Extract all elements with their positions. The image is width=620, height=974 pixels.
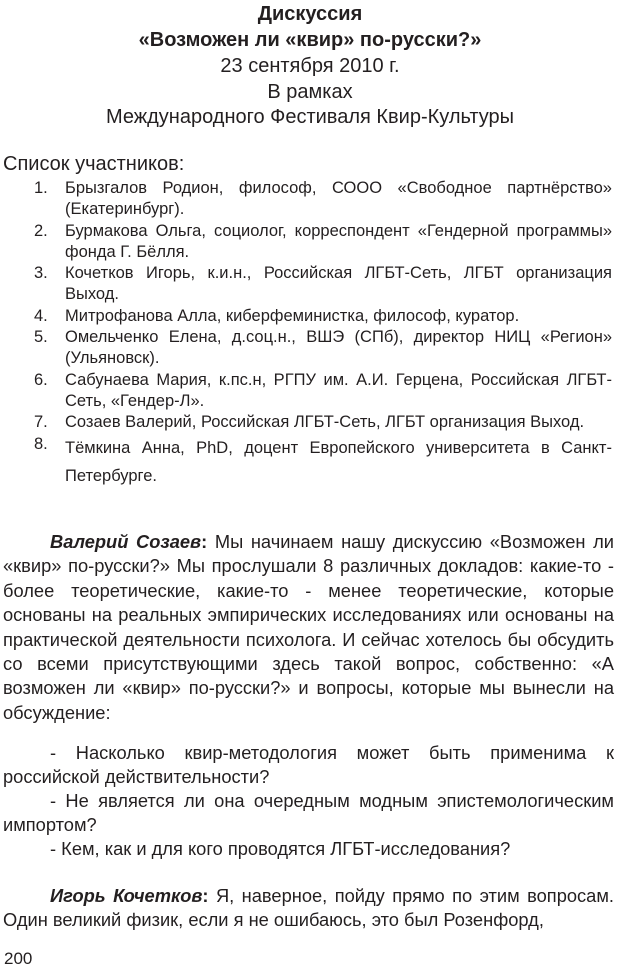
participant-text: Бурмакова Ольга, социолог, корреспондент «Гендерной программы» фонда Г. Бёлля. — [65, 221, 612, 261]
participant-number: 8. — [34, 434, 48, 453]
header-festival: Международного Фестиваля Квир-Культуры — [105, 106, 515, 128]
participants-heading: Список участников: — [3, 153, 185, 175]
participant-text: Тёмкина Анна, PhD, доцент Европейского университета в Санкт-Петербурге. — [65, 438, 612, 485]
participant-number: 7. — [34, 413, 48, 432]
page-number: 200 — [4, 949, 33, 968]
header-date: 23 сентября 2010 г. — [220, 55, 400, 77]
participant-item — [0, 370, 620, 413]
participants-list — [0, 178, 620, 490]
participant-text: Омельченко Елена, д.соц.н., ВШЭ (СПб), директор НИЦ «Регион» (Ульяновск). — [65, 328, 612, 368]
participant-number: 2. — [34, 221, 48, 240]
speaker-name: Игорь Кочетков — [50, 885, 203, 906]
participant-item — [0, 263, 620, 306]
speaker-colon: : — [202, 885, 209, 906]
participant-item — [0, 434, 620, 490]
participant-text: Сабунаева Мария, к.пс.н, РГПУ им. А.И. Герцена, Российская ЛГБТ-Сеть, «Гендер-Л». — [65, 370, 612, 410]
header-context: В рамках — [267, 81, 353, 103]
paragraph-sozaev — [3, 530, 614, 725]
paragraph-kochetkov — [3, 884, 614, 933]
participant-number: 6. — [34, 370, 48, 389]
participant-item — [0, 221, 620, 264]
participant-number: 4. — [34, 306, 48, 325]
paragraph-text: Мы начинаем нашу дискуссию «Возможен ли «квир» по-русски?» Мы прослушали 8 различных докладов: какие-то - более теоретические, какие-то - менее теоретические, которые основаны на реальных эмпирических исследованиях или основаны на практической деятельности психолога. И сейчас хотелось бы обсудить со всеми присутствующими здесь такой вопрос, собственно: «А возможен ли «квир» по-русски?» и вопросы, которые мы вынесли на обсуждение: — [3, 531, 614, 723]
participant-text: Кочетков Игорь, к.и.н., Российская ЛГБТ-Сеть, ЛГБТ организация Выход. — [65, 264, 612, 304]
participant-number: 5. — [34, 328, 48, 347]
question-2: - Не является ли она очередным модным эпистемологическим импортом? — [3, 790, 614, 836]
question-3: - Кем, как и для кого проводятся ЛГБТ-исследования? — [50, 838, 511, 859]
header-line-1: Дискуссия — [257, 3, 363, 25]
paragraph-text: Я, наверное, пойду прямо по этим вопросам. Один великий физик, если я не ошибаюсь, это был Розенфорд, — [3, 885, 614, 931]
speaker-colon: : — [201, 531, 208, 552]
participant-number: 1. — [34, 179, 48, 197]
header-title — [0, 2, 620, 27]
header-line-2: «Возможен ли «квир» по-русски?» — [138, 29, 482, 51]
participant-item — [0, 412, 620, 433]
participant-text: Созаев Валерий, Российская ЛГБТ-Сеть, ЛГБТ организация Выход. — [65, 413, 585, 432]
participant-text: Митрофанова Алла, киберфеминистка, философ, куратор. — [65, 306, 520, 325]
participant-item — [0, 327, 620, 370]
speaker-name: Валерий Созаев — [50, 531, 202, 552]
question-1: - Насколько квир-методология может быть применима к российской действительности? — [3, 742, 614, 788]
participant-number: 3. — [34, 264, 48, 283]
participant-text: Брызгалов Родион, философ, СООО «Свободное партнёрство» (Екатеринбург). — [65, 179, 612, 219]
header-subtitle — [0, 28, 620, 53]
participant-item — [0, 178, 620, 221]
participant-item — [0, 306, 620, 327]
